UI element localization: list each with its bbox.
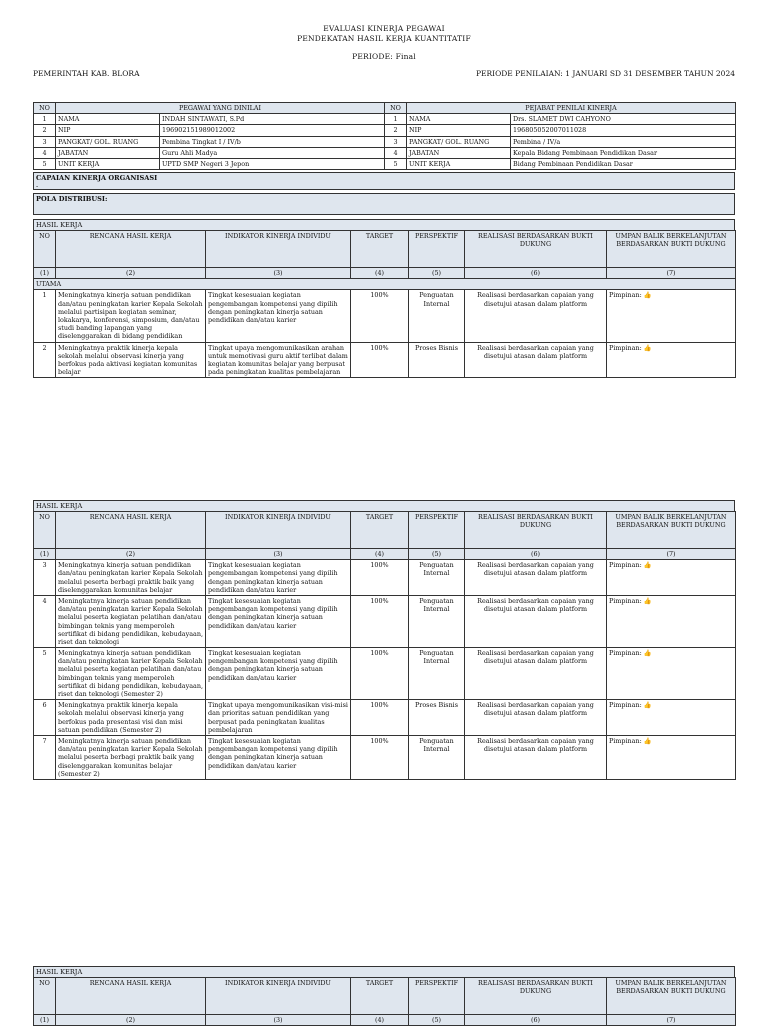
col-no-header: NO: [34, 978, 56, 1015]
cell-realisasi: Realisasi berdasarkan capaian yang disetujui atasan dalam platform: [465, 735, 607, 779]
col-iki-header: INDIKATOR KINERJA INDIVIDU: [206, 978, 351, 1015]
hasil-kerja-label: HASIL KERJA: [33, 966, 735, 977]
column-number: (4): [351, 1015, 409, 1026]
cell-perspektif: Penguatan Internal: [409, 290, 465, 342]
column-number: (2): [56, 1015, 206, 1026]
cell-rhk: Meningkatnya kinerja satuan pendidikan dan/atau peningkatan karier Kepala Sekolah melalui peserta berbagi praktik baik yang diselenggarakan komunitas belajar (Semester 2): [56, 735, 206, 779]
identity-body: [34, 114, 736, 170]
hasil-kerja-block-2: [33, 500, 735, 780]
pejabat-no: 5: [385, 158, 407, 169]
column-number: (7): [607, 549, 736, 560]
pejabat-value: Kepala Bidang Pembinaan Pendidikan Dasar: [511, 147, 736, 158]
pegawai-value: Guru Ahli Madya: [160, 147, 385, 158]
pejabat-field: NIP: [407, 125, 511, 136]
column-number-row: [34, 549, 736, 560]
cell-target: 100%: [351, 595, 409, 647]
pegawai-field: NIP: [56, 125, 160, 136]
cell-iki: Tingkat kesesuaian kegiatan pengembangan kompetensi yang dipilih dengan peningkatan kinerja satuan pendidikan dan/atau karier: [206, 648, 351, 700]
cell-perspektif: Proses Bisnis: [409, 342, 465, 378]
pola-label: POLA DISTRIBUSI:: [36, 195, 108, 203]
cell-perspektif: Penguatan Internal: [409, 735, 465, 779]
cell-realisasi: Realisasi berdasarkan capaian yang disetujui atasan dalam platform: [465, 648, 607, 700]
pegawai-no: 2: [34, 125, 56, 136]
col-perspektif-header: PERSPEKTIF: [409, 231, 465, 268]
cell-iki: Tingkat kesesuaian kegiatan pengembangan kompetensi yang dipilih dengan peningkatan kinerja satuan pendidikan dan/atau karier: [206, 735, 351, 779]
column-number: (6): [465, 268, 607, 279]
pegawai-field: JABATAN: [56, 147, 160, 158]
cell-rhk: Meningkatnya kinerja satuan pendidikan dan/atau peningkatan karier Kepala Sekolah melalui peserta kegiatan pelatihan dan/atau bimbingan teknis yang memperoleh sertifikat di bidang pendidikan, kebudayaan, riset dan teknologi (Semester 2): [56, 648, 206, 700]
pejabat-field: PANGKAT/ GOL. RUANG: [407, 136, 511, 147]
cell-umpan: Pimpinan: 👍: [607, 700, 736, 736]
column-number: (7): [607, 268, 736, 279]
pejabat-value: Drs. SLAMET DWI CAHYONO: [511, 114, 736, 125]
column-number: (2): [56, 268, 206, 279]
instansi-label: PEMERINTAH KAB. BLORA: [33, 69, 140, 78]
cell-iki: Tingkat upaya mengomunikasikan visi-misi dan prioritas satuan pendidikan yang berpusat pada peningkatan kualitas pembelajaran: [206, 700, 351, 736]
col-iki-header: INDIKATOR KINERJA INDIVIDU: [206, 231, 351, 268]
pegawai-no: 5: [34, 158, 56, 169]
column-number: (3): [206, 268, 351, 279]
cell-realisasi: Realisasi berdasarkan capaian yang disetujui atasan dalam platform: [465, 595, 607, 647]
cell-umpan: Pimpinan: 👍: [607, 342, 736, 378]
pejabat-field: JABATAN: [407, 147, 511, 158]
pegawai-value: INDAH SINTAWATI, S.Pd: [160, 114, 385, 125]
cell-no: 6: [34, 700, 56, 736]
identity-no-header: NO: [385, 103, 407, 114]
column-number: (7): [607, 1015, 736, 1026]
cell-target: 100%: [351, 700, 409, 736]
pegawai-value: 196902151989012002: [160, 125, 385, 136]
cell-umpan: Pimpinan: 👍: [607, 290, 736, 342]
column-number-row: [34, 1015, 736, 1026]
table-row: [34, 648, 736, 700]
cell-rhk: Meningkatnya kinerja satuan pendidikan dan/atau peningkatan karier Kepala Sekolah melalui peserta kegiatan pelatihan dan/atau bimbingan teknis yang memperoleh sertifikat di bidang pendidikan, kebudayaan, riset dan teknologi: [56, 595, 206, 647]
identity-row: [34, 147, 736, 158]
col-target-header: TARGET: [351, 512, 409, 549]
identity-table: [33, 102, 736, 170]
identity-no-header: NO: [34, 103, 56, 114]
cell-umpan: Pimpinan: 👍: [607, 560, 736, 596]
cell-realisasi: Realisasi berdasarkan capaian yang disetujui atasan dalam platform: [465, 290, 607, 342]
cell-no: 4: [34, 595, 56, 647]
utama-row: [34, 279, 736, 290]
doc-title: EVALUASI KINERJA PEGAWAI: [323, 24, 445, 33]
table-row: [34, 595, 736, 647]
column-number: (1): [34, 549, 56, 560]
pegawai-no: 3: [34, 136, 56, 147]
capaian-label: CAPAIAN KINERJA ORGANISASI: [36, 174, 158, 182]
cell-realisasi: Realisasi berdasarkan capaian yang disetujui atasan dalam platform: [465, 560, 607, 596]
table-row: [34, 342, 736, 378]
cell-iki: Tingkat kesesuaian kegiatan pengembangan kompetensi yang dipilih dengan peningkatan kinerja satuan pendidikan dan/atau karier: [206, 290, 351, 342]
column-number-row: [34, 268, 736, 279]
pejabat-no: 4: [385, 147, 407, 158]
pegawai-no: 1: [34, 114, 56, 125]
pejabat-value: Pembina / IV/a: [511, 136, 736, 147]
hasil-kerja-table-2: [33, 511, 736, 780]
col-perspektif-header: PERSPEKTIF: [409, 978, 465, 1015]
cell-no: 5: [34, 648, 56, 700]
cell-umpan: Pimpinan: 👍: [607, 735, 736, 779]
cell-target: 100%: [351, 342, 409, 378]
column-number: (5): [409, 268, 465, 279]
pegawai-value: UPTD SMP Negeri 3 Jepon: [160, 158, 385, 169]
cell-no: 2: [34, 342, 56, 378]
col-target-header: TARGET: [351, 978, 409, 1015]
pegawai-field: NAMA: [56, 114, 160, 125]
column-number: (4): [351, 549, 409, 560]
cell-rhk: Meningkatnya kinerja satuan pendidikan dan/atau peningkatan karier Kepala Sekolah melalui partisipan kegiatan seminar, lokakarya, konferensi, simposium, dan/atau studi banding lapangan yang diselenggarakan di bidang pendidikan: [56, 290, 206, 342]
column-number: (6): [465, 1015, 607, 1026]
table-row: [34, 290, 736, 342]
cell-realisasi: Realisasi berdasarkan capaian yang disetujui atasan dalam platform: [465, 342, 607, 378]
column-number: (4): [351, 268, 409, 279]
hasil-kerja-label: HASIL KERJA: [33, 219, 735, 230]
pegawai-field: UNIT KERJA: [56, 158, 160, 169]
cell-rhk: Meningkatnya praktik kinerja kepala sekolah melalui observasi kinerja yang berfokus pada aktivasi kegiatan komunitas belajar: [56, 342, 206, 378]
pejabat-value: Bidang Pembinaan Pendidikan Dasar: [511, 158, 736, 169]
hasil-kerja-label: HASIL KERJA: [33, 500, 735, 511]
cell-no: 1: [34, 290, 56, 342]
cell-target: 100%: [351, 560, 409, 596]
cell-rhk: Meningkatnya praktik kinerja kepala sekolah melalui observasi kinerja yang berfokus pada presentasi visi dan misi satuan pendidikan (Semester 2): [56, 700, 206, 736]
table-header-row: [34, 978, 736, 1015]
hasil-kerja-table-3: [33, 977, 736, 1026]
col-iki-header: INDIKATOR KINERJA INDIVIDU: [206, 512, 351, 549]
col-realisasi-header: REALISASI BERDASARKAN BUKTI DUKUNG: [465, 512, 607, 549]
col-target-header: TARGET: [351, 231, 409, 268]
pegawai-no: 4: [34, 147, 56, 158]
col-no-header: NO: [34, 512, 56, 549]
col-rhk-header: RENCANA HASIL KERJA: [56, 978, 206, 1015]
cell-no: 3: [34, 560, 56, 596]
hasil-kerja-block-1: [33, 219, 735, 378]
cell-target: 100%: [351, 290, 409, 342]
pegawai-value: Pembina Tingkat I / IV/b: [160, 136, 385, 147]
capaian-section: [33, 172, 735, 190]
table-header-row: [34, 231, 736, 268]
capaian-value: -: [36, 182, 39, 190]
pejabat-value: 196805052007011028: [511, 125, 736, 136]
cell-rhk: Meningkatnya kinerja satuan pendidikan dan/atau peningkatan karier Kepala Sekolah melalui peserta berbagi praktik baik yang diselenggarakan komunitas belajar: [56, 560, 206, 596]
cell-perspektif: Proses Bisnis: [409, 700, 465, 736]
table-row: [34, 700, 736, 736]
cell-no: 7: [34, 735, 56, 779]
pejabat-no: 1: [385, 114, 407, 125]
utama-label: UTAMA: [34, 279, 736, 290]
col-umpan-header: UMPAN BALIK BERKELANJUTAN BERDASARKAN BUKTI DUKUNG: [607, 512, 736, 549]
table-row: [34, 560, 736, 596]
pola-section: [33, 193, 735, 215]
pegawai-header: PEGAWAI YANG DINILAI: [56, 103, 385, 114]
cell-target: 100%: [351, 648, 409, 700]
col-rhk-header: RENCANA HASIL KERJA: [56, 512, 206, 549]
cell-umpan: Pimpinan: 👍: [607, 595, 736, 647]
col-umpan-header: UMPAN BALIK BERKELANJUTAN BERDASARKAN BUKTI DUKUNG: [607, 231, 736, 268]
cell-target: 100%: [351, 735, 409, 779]
col-perspektif-header: PERSPEKTIF: [409, 512, 465, 549]
col-realisasi-header: REALISASI BERDASARKAN BUKTI DUKUNG: [465, 978, 607, 1015]
table-row: [34, 735, 736, 779]
cell-iki: Tingkat upaya mengomunikasikan arahan untuk memotivasi guru aktif terlibat dalam kegiatan komunitas belajar yang berpusat pada peningkatan kualitas pembelajaran: [206, 342, 351, 378]
doc-periode: PERIODE: Final: [352, 52, 416, 61]
pegawai-field: PANGKAT/ GOL. RUANG: [56, 136, 160, 147]
cell-perspektif: Penguatan Internal: [409, 560, 465, 596]
identity-row: [34, 136, 736, 147]
pejabat-no: 2: [385, 125, 407, 136]
table-header-row: [34, 512, 736, 549]
col-realisasi-header: REALISASI BERDASARKAN BUKTI DUKUNG: [465, 231, 607, 268]
column-number: (6): [465, 549, 607, 560]
hasil-kerja-block-3: [33, 966, 735, 1026]
pejabat-field: NAMA: [407, 114, 511, 125]
col-rhk-header: RENCANA HASIL KERJA: [56, 231, 206, 268]
identity-row: [34, 125, 736, 136]
cell-umpan: Pimpinan: 👍: [607, 648, 736, 700]
cell-perspektif: Penguatan Internal: [409, 648, 465, 700]
cell-perspektif: Penguatan Internal: [409, 595, 465, 647]
column-number: (2): [56, 549, 206, 560]
cell-realisasi: Realisasi berdasarkan capaian yang disetujui atasan dalam platform: [465, 700, 607, 736]
cell-iki: Tingkat kesesuaian kegiatan pengembangan kompetensi yang dipilih dengan peningkatan kinerja satuan pendidikan dan/atau karier: [206, 595, 351, 647]
periode-penilaian: PERIODE PENILAIAN: 1 JANUARI SD 31 DESEMBER TAHUN 2024: [476, 69, 735, 78]
column-number: (5): [409, 1015, 465, 1026]
column-number: (3): [206, 549, 351, 560]
col-umpan-header: UMPAN BALIK BERKELANJUTAN BERDASARKAN BUKTI DUKUNG: [607, 978, 736, 1015]
column-number: (1): [34, 1015, 56, 1026]
hasil-kerja-table-1: [33, 230, 736, 378]
column-number: (3): [206, 1015, 351, 1026]
pejabat-no: 3: [385, 136, 407, 147]
column-number: (1): [34, 268, 56, 279]
col-no-header: NO: [34, 231, 56, 268]
doc-subtitle: PENDEKATAN HASIL KERJA KUANTITATIF: [297, 34, 471, 43]
pejabat-field: UNIT KERJA: [407, 158, 511, 169]
identity-row: [34, 114, 736, 125]
identity-row: [34, 158, 736, 169]
pejabat-header: PEJABAT PENILAI KINERJA: [407, 103, 736, 114]
cell-iki: Tingkat kesesuaian kegiatan pengembangan kompetensi yang dipilih dengan peningkatan kinerja satuan pendidikan dan/atau karier: [206, 560, 351, 596]
column-number: (5): [409, 549, 465, 560]
